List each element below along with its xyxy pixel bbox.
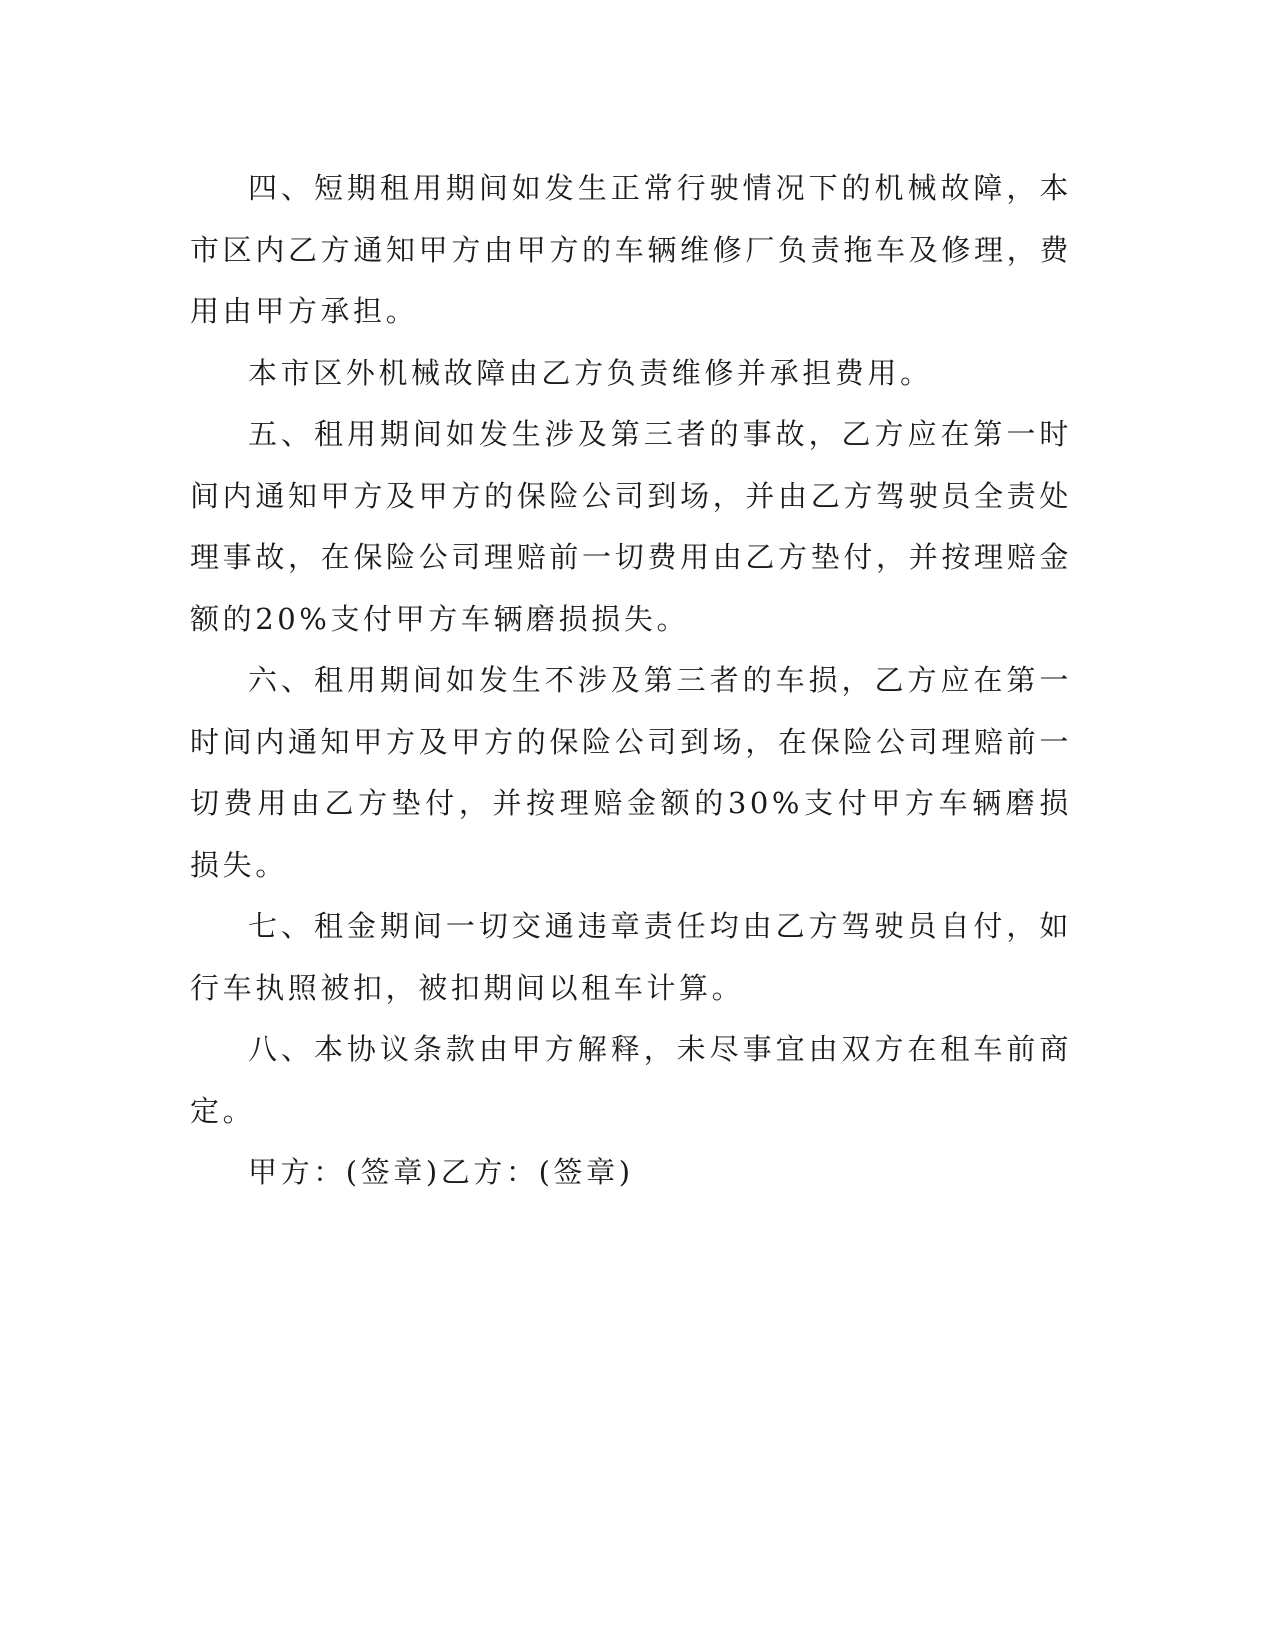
document-body <box>190 158 1072 1204</box>
clause-8-paragraph: 八、本协议条款由甲方解释，未尽事宜由双方在租车前商定。 <box>190 1032 1072 1128</box>
clause-4-continuation-paragraph: 本市区外机械故障由乙方负责维修并承担费用。 <box>248 355 933 390</box>
clause-4-paragraph: 四、短期租用期间如发生正常行驶情况下的机械故障，本市区内乙方通知甲方由甲方的车辆维修厂负责拖车及修理，费用由甲方承担。 <box>190 171 1072 328</box>
clause-6-paragraph: 六、租用期间如发生不涉及第三者的车损，乙方应在第一时间内通知甲方及甲方的保险公司到场，在保险公司理赔前一切费用由乙方垫付，并按理赔金额的30%支付甲方车辆磨损损失。 <box>190 663 1072 882</box>
clause-5-paragraph: 五、租用期间如发生涉及第三者的事故，乙方应在第一时间内通知甲方及甲方的保险公司到场，并由乙方驾驶员全责处理事故，在保险公司理赔前一切费用由乙方垫付，并按理赔金额的20%支付甲方车辆磨损损失。 <box>190 417 1072 636</box>
signature-line: 甲方：(签章)乙方：(签章) <box>248 1155 634 1189</box>
clause-7-paragraph: 七、租金期间一切交通违章责任均由乙方驾驶员自付，如行车执照被扣，被扣期间以租车计算。 <box>190 909 1072 1005</box>
